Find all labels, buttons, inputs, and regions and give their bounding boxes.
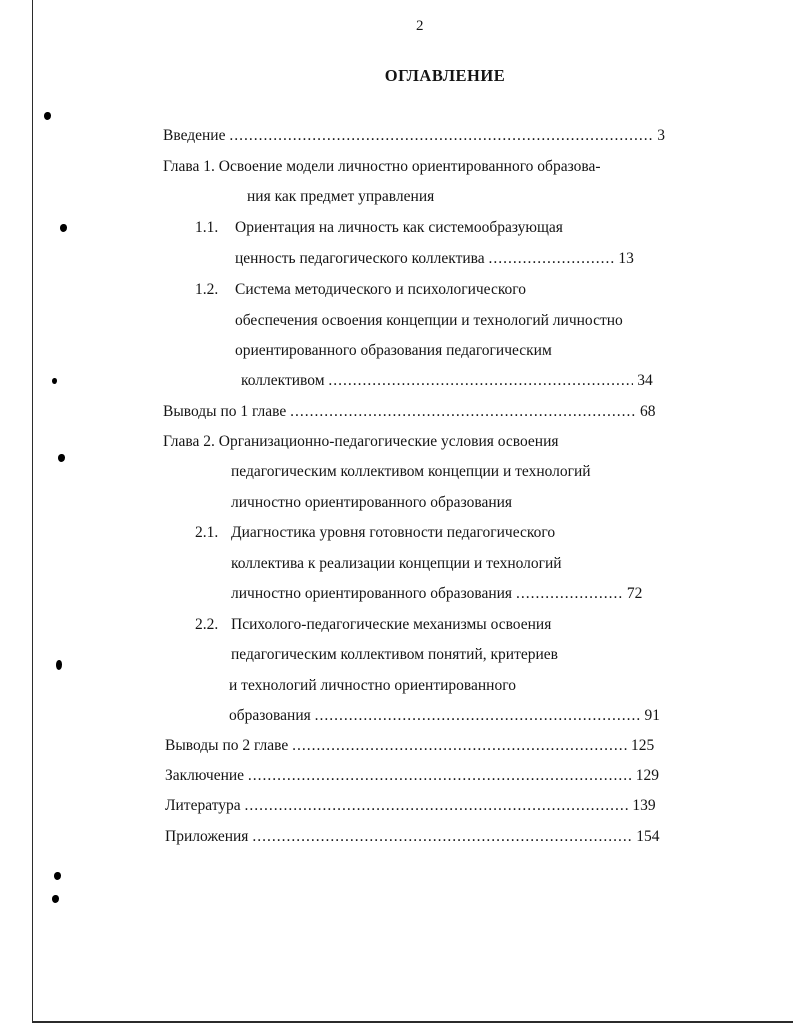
toc-dot-leader: [229, 126, 653, 146]
toc-section-1-1-line-2: [235, 249, 634, 269]
toc-dot-leader: [489, 249, 615, 269]
toc-page-number: 125: [631, 737, 655, 754]
toc-section-1-2-line-2: обеспечения освоения концепции и технологий личностно: [235, 312, 623, 329]
binding-hole-mark: [52, 378, 57, 384]
toc-dot-leader: [290, 402, 636, 422]
toc-section-2-2-line-1: Психолого-педагогические механизмы освоения: [231, 616, 552, 633]
toc-entry-label: коллективом: [241, 372, 325, 389]
toc-entry-label: Приложения: [165, 828, 249, 845]
toc-section-1-2-line-3: ориентированного образования педагогическим: [235, 342, 552, 359]
toc-section-2-1-line-2: коллектива к реализации концепции и технологий: [231, 555, 562, 572]
toc-entry-label: Заключение: [165, 767, 245, 784]
toc-dot-leader: [292, 736, 627, 756]
toc-chapter-2-line-2: педагогическим коллективом концепции и технологий: [231, 463, 591, 480]
toc-dot-leader: [516, 584, 623, 604]
toc-section-2-2-line-3: и технологий личностно ориентированного: [229, 677, 516, 694]
toc-dot-leader: [328, 371, 633, 391]
toc-section-2-2-line-4: [229, 706, 660, 726]
toc-page-number: 34: [637, 372, 653, 389]
binding-hole-mark: [58, 454, 65, 462]
toc-section-1-2-line-1: Система методического и психологического: [235, 281, 527, 298]
toc-entry-literature: [165, 796, 656, 816]
toc-page-number: 129: [635, 767, 660, 784]
toc-page-number: 13: [618, 250, 634, 267]
toc-section-2-1-line-1: Диагностика уровня готовности педагогического: [231, 524, 556, 541]
page-title: ОГЛАВЛЕНИЕ: [384, 66, 506, 85]
binding-hole-mark: [60, 224, 67, 232]
page-number: 2: [416, 18, 424, 34]
toc-dot-leader: [248, 766, 632, 786]
binding-hole-mark: [56, 660, 62, 670]
toc-section-1-1-line-1: Ориентация на личность как системообразующая: [235, 219, 563, 236]
toc-entry-conclusions-1: [163, 402, 656, 422]
toc-entry-intro: [163, 126, 665, 146]
toc-entry-label: образования: [229, 707, 311, 724]
toc-chapter-2-line-1: Глава 2. Организационно-педагогические условия освоения: [163, 433, 559, 450]
toc-chapter-2-line-3: личностно ориентированного образования: [231, 494, 513, 511]
toc-entry-conclusions-2: [165, 736, 654, 756]
toc-section-1-1-number: 1.1.: [195, 219, 219, 236]
toc-dot-leader: [252, 827, 632, 847]
bottom-border-line: [32, 1021, 793, 1023]
toc-chapter-1-line-1: Глава 1. Освоение модели личностно ориентированного образова-: [163, 158, 601, 175]
binding-hole-mark: [54, 872, 61, 880]
toc-chapter-1-line-2: ния как предмет управления: [247, 188, 435, 205]
toc-page-number: 68: [640, 403, 656, 420]
toc-section-2-1-number: 2.1.: [195, 524, 219, 541]
toc-page-number: 3: [657, 127, 665, 144]
toc-entry-label: Выводы по 1 главе: [163, 403, 287, 420]
toc-entry-conclusion: [165, 766, 659, 786]
toc-entry-label: Литература: [165, 797, 241, 814]
toc-dot-leader: [245, 796, 629, 816]
toc-dot-leader: [315, 706, 641, 726]
toc-page-number: 139: [632, 797, 656, 814]
toc-entry-label: личностно ориентированного образования: [231, 585, 513, 602]
toc-section-2-2-line-2: педагогическим коллективом понятий, критериев: [231, 646, 558, 663]
toc-page-number: 91: [644, 707, 661, 724]
toc-section-1-2-line-4: [241, 371, 653, 391]
toc-section-2-1-line-3: [231, 584, 642, 604]
toc-page-number: 154: [636, 828, 660, 845]
toc-entry-appendix: [165, 827, 659, 847]
toc-page-number: 72: [626, 585, 643, 602]
binding-hole-mark: [52, 895, 59, 903]
toc-entry-label: Введение: [163, 127, 226, 144]
toc-section-2-2-number: 2.2.: [195, 616, 219, 633]
toc-section-1-2-number: 1.2.: [195, 281, 219, 298]
binding-hole-mark: [44, 112, 51, 120]
left-border-line: [32, 0, 33, 1021]
toc-entry-label: ценность педагогического коллектива: [235, 250, 485, 267]
toc-entry-label: Выводы по 2 главе: [165, 737, 289, 754]
